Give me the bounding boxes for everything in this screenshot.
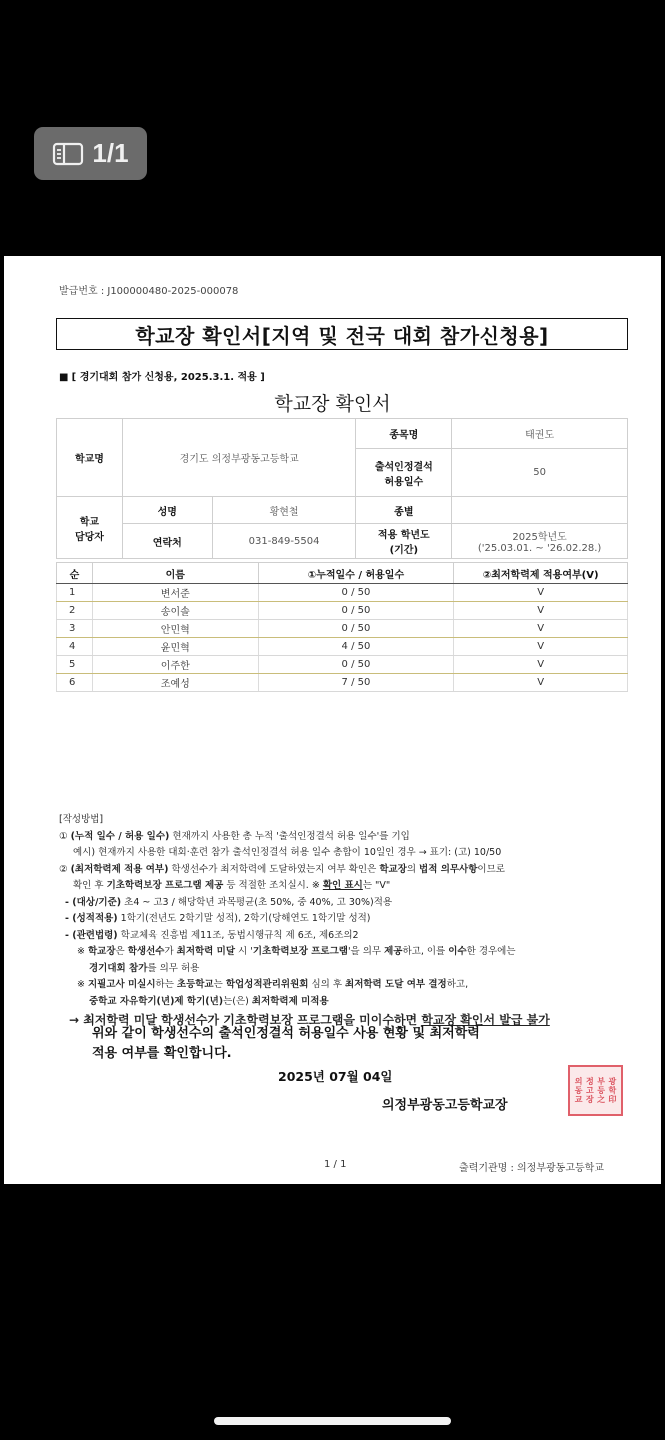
m12c: 기초학력보장 프로그램 <box>223 1013 344 1027</box>
year-label-line1: 적용 학년도 <box>377 530 430 541</box>
row-no: 5 <box>57 656 93 674</box>
manager-label-line1: 학교 <box>79 516 100 528</box>
m5b: - (대상/기준) <box>65 896 122 908</box>
allowed-days-value: 50 <box>452 449 628 497</box>
method-line-9 <box>59 961 639 978</box>
home-indicator-bar[interactable] <box>214 1417 451 1425</box>
main-title: 학교장 확인서[지역 및 전국 대회 참가신청용] <box>56 318 628 350</box>
row-days: 7 / 50 <box>258 674 454 692</box>
m8f: 최저학력 미달 <box>176 946 236 957</box>
m10b: 지필고사 미실시 <box>87 979 156 990</box>
contact-label: 연락처 <box>122 524 212 559</box>
seal-char: 동 <box>574 1086 583 1095</box>
seal-char: 학 <box>608 1086 617 1095</box>
allowed-label-line2: 허용일수 <box>384 476 424 488</box>
info-table <box>56 418 628 559</box>
row-days: 4 / 50 <box>258 638 454 656</box>
m8l: 이수 <box>448 946 467 957</box>
seal-char: 교 <box>574 1095 583 1104</box>
sport-label: 종목명 <box>356 419 452 449</box>
allowed-days-label <box>356 449 452 497</box>
sub-title: 학교장 확인서 <box>274 393 391 415</box>
row-no: 3 <box>57 620 93 638</box>
table-row <box>57 638 628 656</box>
m9b: 경기대회 참가 <box>89 962 148 974</box>
row-name: 조예성 <box>92 674 258 692</box>
row-check: V <box>454 584 628 602</box>
row-days: 0 / 50 <box>258 584 454 602</box>
m12a: → 최저학력 미달 학생선수 <box>69 1013 208 1027</box>
footer-page-number: 1 / 1 <box>324 1159 347 1170</box>
year-value-line1: 2025학년도 <box>512 532 567 543</box>
seal-char: 印 <box>608 1095 617 1104</box>
name-label: 성명 <box>122 497 212 524</box>
method-line-4 <box>59 878 639 895</box>
m10c: 하는 <box>155 979 177 990</box>
m4d: 확인 표시 <box>322 880 363 891</box>
school-value: 경기도 의정부광동고등학교 <box>122 419 356 497</box>
manager-label-line2: 담당자 <box>74 531 104 543</box>
row-name: 이주한 <box>92 656 258 674</box>
m7b: - (관련법령) <box>65 929 118 941</box>
principal-name: 의정부광동고등학교장 <box>382 1098 508 1113</box>
manager-label <box>57 497 123 559</box>
row-name: 송이솔 <box>92 602 258 620</box>
m12e: 하면 <box>393 1013 422 1027</box>
col-header-days: ①누적일수 / 허용일수 <box>258 563 454 584</box>
issue-date: 2025년 07월 04일 <box>278 1069 393 1084</box>
m4a: 확인 후 <box>73 880 107 891</box>
year-value-line2: ('25.03.01. ~ '26.02.28.) <box>477 543 602 554</box>
m10a: ※ <box>77 979 88 990</box>
m8b: 학교장 <box>87 946 116 957</box>
method-line-2: 예시) 현재까지 사용한 대회·훈련 참가 출석인정결석 허용 일수 총합이 10일인 경우 → 표기: (고) 10/50 <box>73 847 502 858</box>
m9t: 를 의무 허용 <box>147 962 200 974</box>
m8a: ※ <box>77 946 88 957</box>
circled-number-1: ① <box>59 830 68 842</box>
table-row <box>57 602 628 620</box>
page-indicator[interactable] <box>34 127 147 180</box>
contact-value: 031-849-5504 <box>212 524 356 559</box>
conclusion-line-2: 적용 여부를 확인합니다. <box>92 1046 232 1061</box>
table-row <box>57 656 628 674</box>
student-list-header <box>57 563 628 584</box>
m8h: 기초학력보장 프로그램 <box>252 946 348 957</box>
page-indicator-text: 1/1 <box>92 138 129 168</box>
official-seal-stamp <box>568 1065 623 1116</box>
table-row <box>57 620 628 638</box>
seal-char: 광 <box>608 1077 617 1086</box>
m8e: 가 <box>164 946 177 957</box>
m8m: 한 경우에는 <box>466 946 516 957</box>
row-name: 윤민혁 <box>92 638 258 656</box>
m10i: 하고, <box>446 979 469 990</box>
seal-char: 부 <box>597 1077 605 1086</box>
m3a: 학생선수가 최저학력에 도달하였는지 여부 확인은 <box>168 863 380 875</box>
m10h: 최저학력 도달 여부 결정 <box>345 979 447 990</box>
conclusion-text <box>92 1024 480 1064</box>
m11a: 중학교 자유학기(년)제 학기(년) <box>89 995 224 1007</box>
m8g: 시 ' <box>235 946 253 957</box>
name-value: 황현철 <box>212 497 356 524</box>
row-days: 0 / 50 <box>258 656 454 674</box>
m8j: 제공 <box>384 946 403 957</box>
row-days: 0 / 50 <box>258 620 454 638</box>
method-line-8 <box>59 944 639 961</box>
m8c: 은 <box>115 946 128 957</box>
method-1-text: 현재까지 사용한 총 누적 '출석인정결석 허용 일수'를 기입 <box>169 830 410 842</box>
method-1-title: (누적 일수 / 허용 일수) <box>70 830 170 842</box>
m10f: 학업성적관리위원회 <box>225 979 309 990</box>
document-page <box>4 256 661 1184</box>
m7t: 학교체육 진흥법 제11조, 동법시행규칙 제 6조, 제6조의2 <box>117 929 359 941</box>
doc-number: 발급번호 : J100000480-2025-000078 <box>59 286 239 297</box>
method-line-5 <box>59 895 639 912</box>
row-name: 변서준 <box>92 584 258 602</box>
m10e: 는 <box>213 979 226 990</box>
conclusion-line-1: 위와 같이 학생선수의 출석인정결석 허용일수 사용 현황 및 최저학력 <box>92 1026 480 1041</box>
method-line-6 <box>59 911 639 928</box>
m11c: 최저학력제 미적용 <box>251 995 329 1007</box>
circled-number-2: ② <box>59 863 68 875</box>
student-list-table <box>56 562 628 692</box>
row-days: 0 / 50 <box>258 602 454 620</box>
method-heading: [작성방법] <box>59 814 104 825</box>
m10d: 초등학교 <box>176 979 214 990</box>
year-value <box>452 524 628 559</box>
allowed-label-line1: 출석인정결석 <box>374 461 433 473</box>
seal-char: 정 <box>586 1077 594 1086</box>
col-header-no: 순 <box>57 563 93 584</box>
year-label <box>356 524 452 559</box>
type-label: 종별 <box>356 497 452 524</box>
m12f: 학교장 확인서 발급 불가 <box>421 1013 550 1027</box>
application-note <box>59 368 265 383</box>
m3d: 법적 의무사항 <box>419 863 478 875</box>
row-check: V <box>454 602 628 620</box>
row-no: 2 <box>57 602 93 620</box>
col-header-check: ②최저학력제 적용여부(V) <box>454 563 628 584</box>
method-line-7 <box>59 928 639 945</box>
m4b: 기초학력보장 프로그램 제공 <box>106 880 224 891</box>
method-line-3 <box>59 862 639 879</box>
method-line-10 <box>59 977 639 994</box>
m12b: 가 <box>207 1013 224 1027</box>
m4e: 는 "V" <box>362 880 391 891</box>
note-text: [ 경기대회 참가 신청용, 2025.3.1. 적용 ] <box>71 372 265 383</box>
m8k: 하고, 이를 <box>402 946 449 957</box>
m4c: 등 적절한 조치실시. ※ <box>223 880 323 891</box>
school-label: 학교명 <box>57 419 123 497</box>
writing-method <box>59 812 639 1029</box>
type-value <box>452 497 628 524</box>
row-no: 1 <box>57 584 93 602</box>
seal-char: 의 <box>574 1077 583 1086</box>
m10g: 심의 후 <box>308 979 346 990</box>
sport-value: 태권도 <box>452 419 628 449</box>
seal-char: 등 <box>597 1086 605 1095</box>
seal-char: 장 <box>586 1095 594 1104</box>
m3e: 이므로 <box>477 863 505 875</box>
col-header-name: 이름 <box>92 563 258 584</box>
table-row <box>57 674 628 692</box>
footer-issuer: 출력기관명 : 의정부광동고등학교 <box>459 1163 604 1174</box>
method-2-title: (최저학력제 적용 여부) <box>70 863 169 875</box>
note-marker: ■ <box>59 372 69 383</box>
seal-char: 之 <box>597 1095 606 1104</box>
row-check: V <box>454 638 628 656</box>
row-no: 4 <box>57 638 93 656</box>
method-line-1 <box>59 829 639 846</box>
m5t: 초4 ~ 고3 / 해당학년 과목평균(초 50%, 중 40%, 고 30%)적용 <box>121 896 393 908</box>
page-thumbnail-icon <box>52 142 84 166</box>
table-row <box>57 584 628 602</box>
m6t: 1학기(전년도 2학기말 성적), 2학기(당해연도 1학기말 성적) <box>117 913 371 924</box>
seal-char: 고 <box>586 1086 594 1095</box>
m12d: 을 미이수 <box>343 1013 394 1027</box>
method-line-11 <box>59 994 639 1011</box>
year-label-line2: (기간) <box>389 545 419 556</box>
row-no: 6 <box>57 674 93 692</box>
m3b: 학교장 <box>379 863 407 875</box>
row-check: V <box>454 656 628 674</box>
m11b: 는(은) <box>223 995 252 1007</box>
m6b: - (성적적용) <box>65 913 118 924</box>
row-check: V <box>454 674 628 692</box>
row-name: 안민혁 <box>92 620 258 638</box>
m3c: 의 <box>406 863 420 875</box>
row-check: V <box>454 620 628 638</box>
m8i: '을 의무 <box>347 946 385 957</box>
m8d: 학생선수 <box>127 946 165 957</box>
